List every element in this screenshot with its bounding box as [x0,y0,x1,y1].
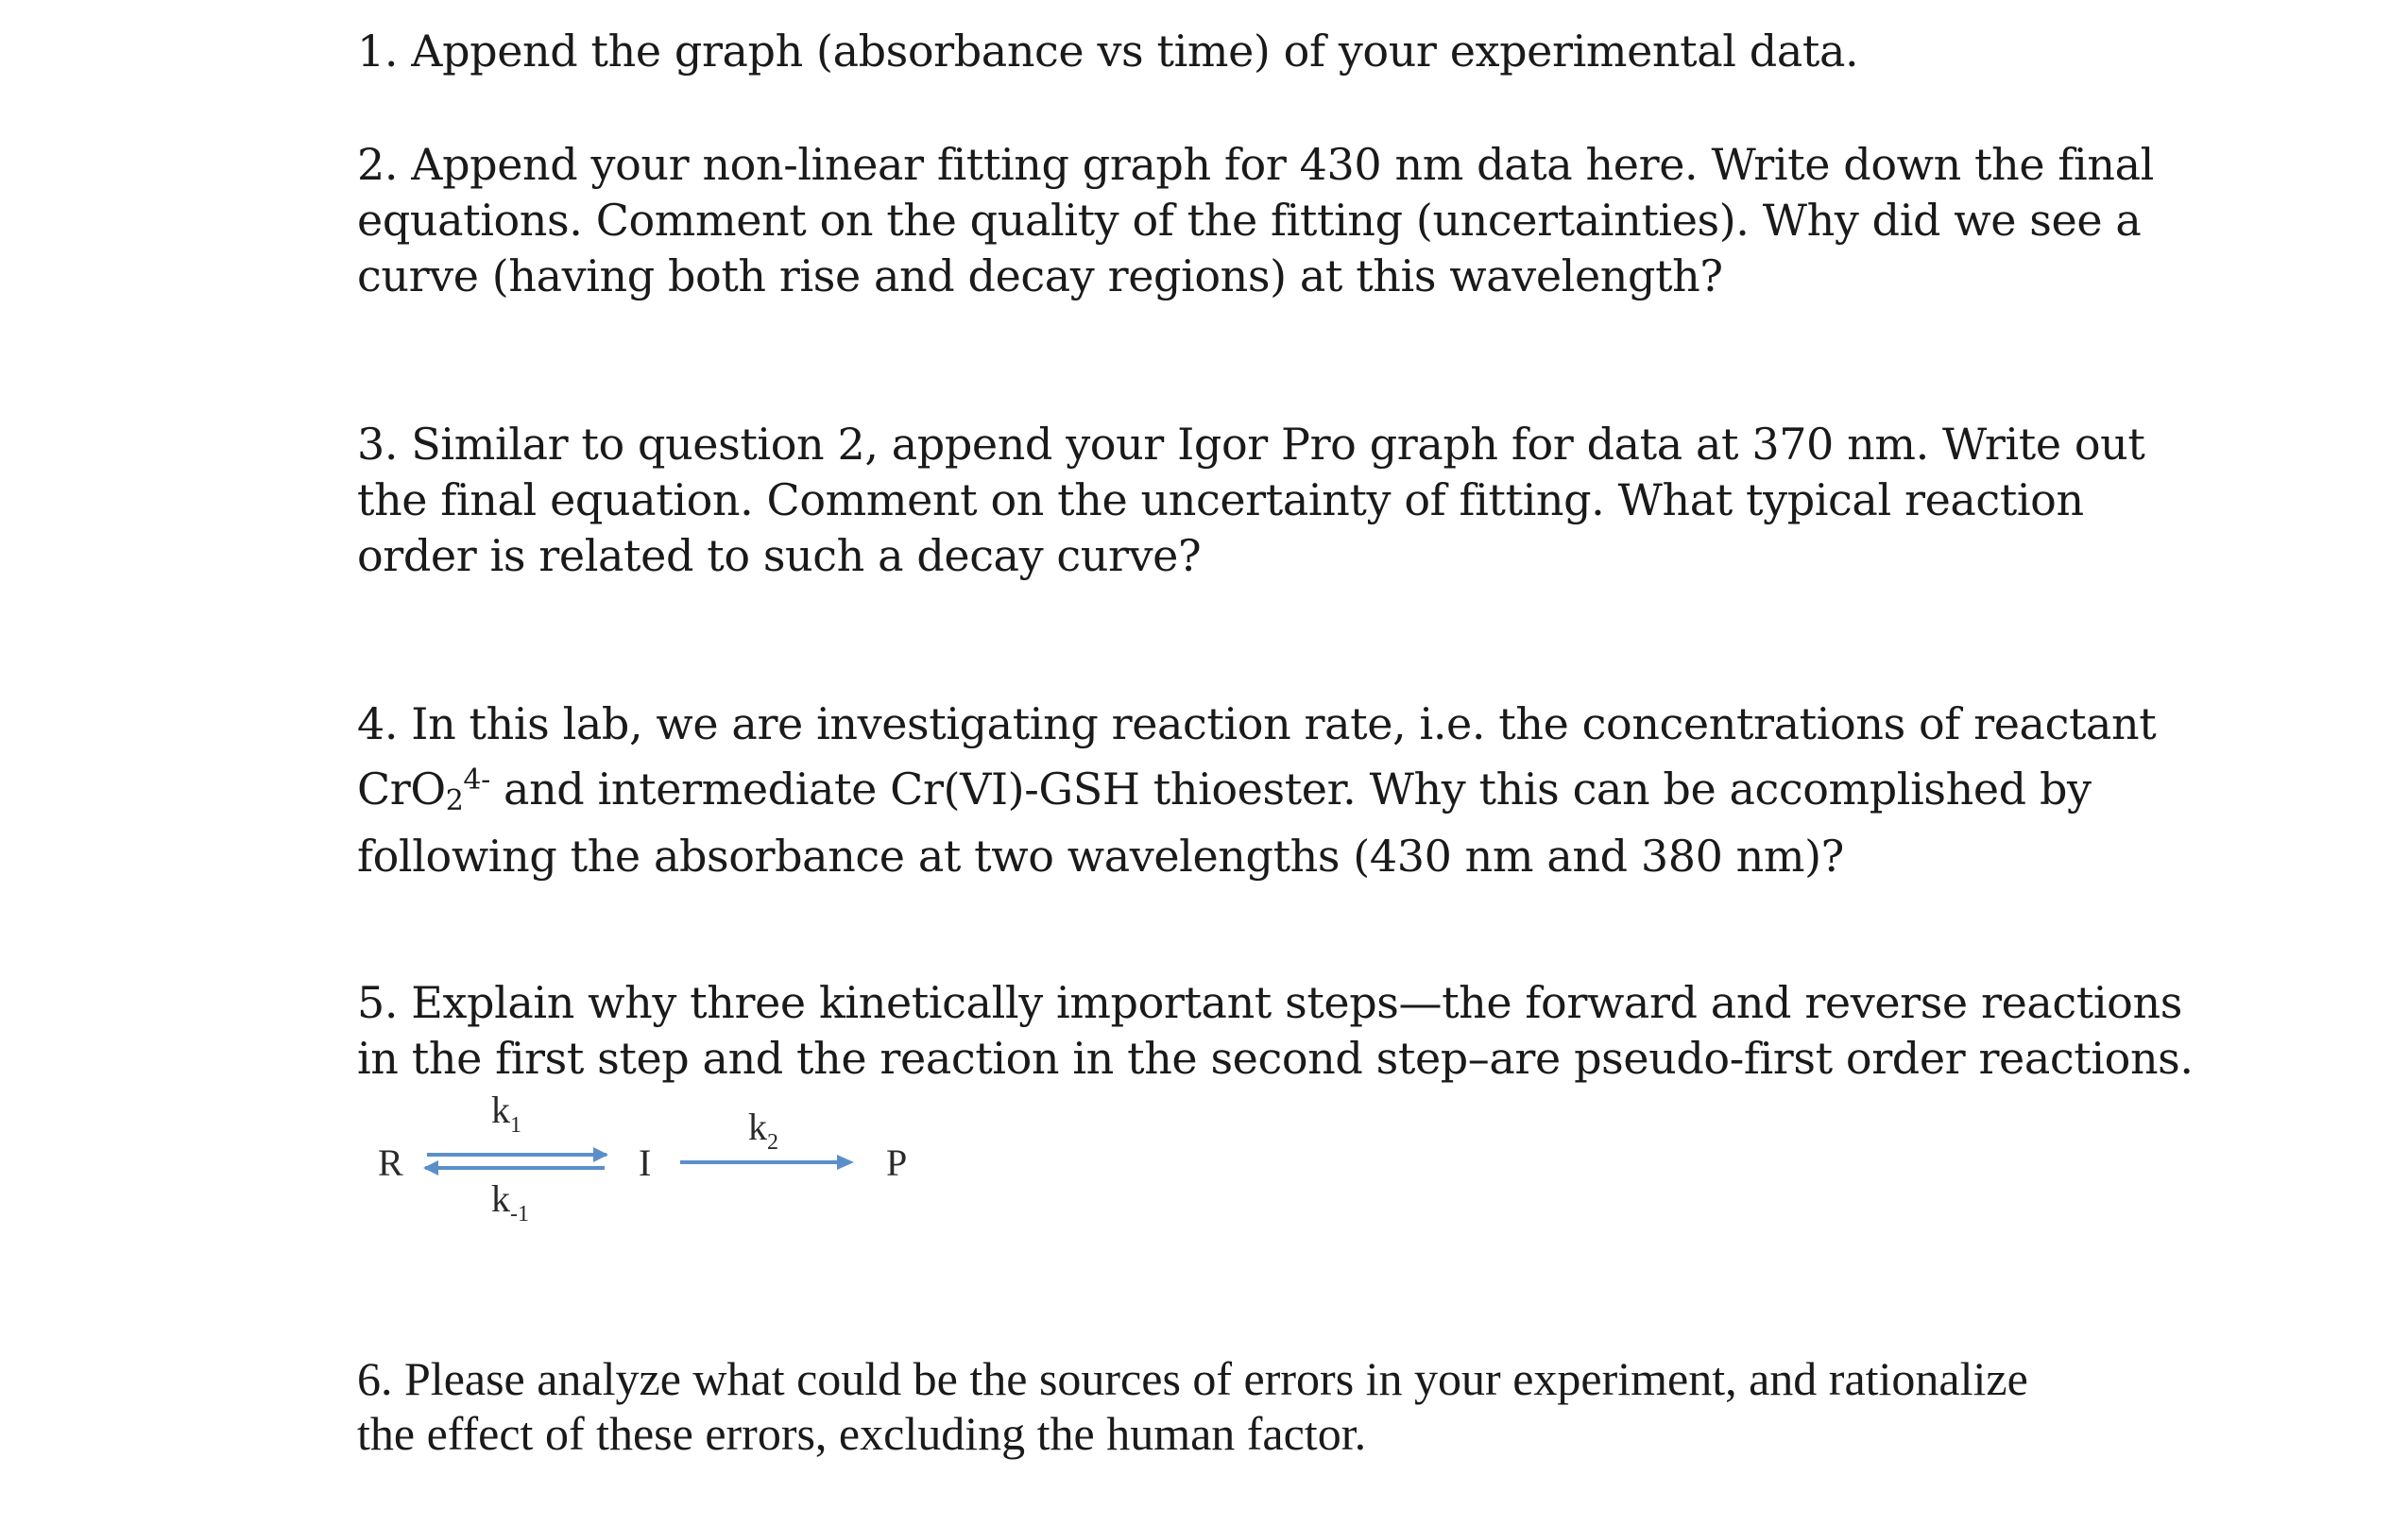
reaction-scheme [368,1087,954,1247]
question-4 [357,696,2246,884]
k-forward-subscript: 1 [510,1113,521,1138]
k-second-letter: k [748,1106,767,1148]
question-2-line-2: equations. Comment on the quality of the fitting (uncertainties). Why did we see a [357,195,2142,246]
question-4-line-1: 4. In this lab, we are investigating reaction rate, i.e. the concentrations of reactant [357,698,2157,749]
product-label: P [886,1141,908,1184]
question-2 [357,137,2246,304]
k-reverse-letter: k [491,1177,510,1220]
question-6-line-2: the effect of these errors, excluding the human factor. [357,1407,1367,1460]
question-5 [357,975,2246,1087]
chromate-charge: 4- [463,764,490,797]
k-second-subscript: 2 [767,1130,778,1155]
question-1-line-1: 1. Append the graph (absorbance vs time) of your experimental data. [357,26,1859,77]
k-reverse-subscript: -1 [510,1202,529,1227]
question-1 [357,24,2246,79]
forward-arrowhead-icon [593,1147,608,1162]
reverse-arrowhead-icon [423,1160,438,1175]
chromate-species: CrO [357,764,446,815]
question-6 [357,1351,2246,1461]
question-5-line-2: in the first step and the reaction in the second step–are pseudo-first order reactions. [357,1033,2194,1084]
question-3-line-3: order is related to such a decay curve? [357,530,1202,581]
question-2-line-1: 2. Append your non-linear fitting graph for 430 nm data here. Write down the final [357,139,2154,190]
question-5-line-1: 5. Explain why three kinetically important steps—the forward and reverse reactions [357,977,2182,1028]
second-step-arrowhead-icon [837,1155,854,1170]
intermediate-label: I [639,1141,652,1184]
question-3-line-1: 3. Similar to question 2, append your Igor Pro graph for data at 370 nm. Write out [357,419,2145,470]
k-second-label [748,1106,778,1155]
question-3-line-2: the final equation. Comment on the uncertainty of fitting. What typical reaction [357,474,2084,525]
question-4-line-3: following the absorbance at two wavelengths (430 nm and 380 nm)? [357,831,1844,882]
question-4-line-2-rest: and intermediate Cr(VI)-GSH thioester. Why this can be accomplished by [489,764,2092,815]
chromate-subscript: 2 [445,784,464,817]
k-forward-label [491,1089,521,1138]
k-forward-letter: k [491,1089,510,1131]
question-3 [357,417,2246,584]
k-reverse-label [491,1177,529,1227]
reactant-label: R [378,1141,403,1184]
question-6-line-1: 6. Please analyze what could be the sources of errors in your experiment, and rationalize [357,1352,2028,1405]
question-4-line-2 [357,752,2246,829]
question-2-line-3: curve (having both rise and decay regions) at this wavelength? [357,250,1723,301]
